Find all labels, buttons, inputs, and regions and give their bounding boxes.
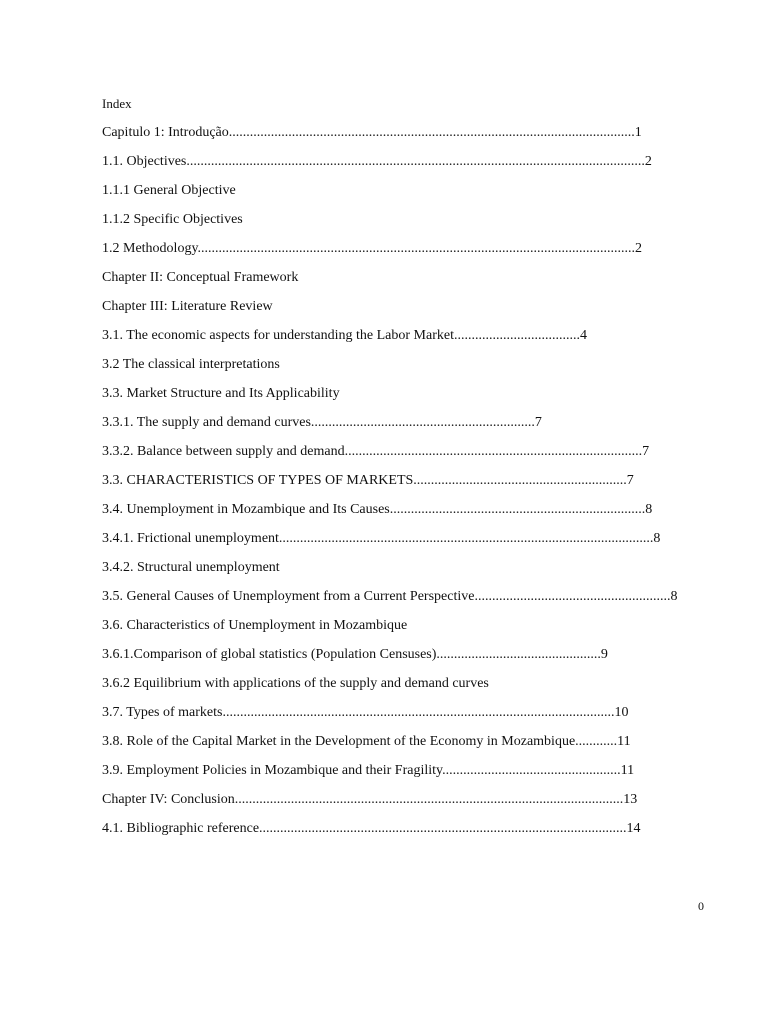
toc-entry: 3.4.1. Frictional unemployment...........................................................................................................8: [102, 531, 661, 546]
toc-entry: 3.3. Market Structure and Its Applicability: [102, 386, 340, 401]
toc-entry: Chapter IV: Conclusion...............................................................................................................13: [102, 792, 638, 807]
toc-entry: 3.4.2. Structural unemployment: [102, 560, 280, 575]
toc-entry: 3.3.1. The supply and demand curves................................................................7: [102, 415, 542, 430]
toc-entry: 3.3. CHARACTERISTICS OF TYPES OF MARKETS.............................................................7: [102, 473, 634, 488]
toc-entry: 3.6.2 Equilibrium with applications of the supply and demand curves: [102, 676, 489, 691]
toc-entry: 3.8. Role of the Capital Market in the Development of the Economy in Mozambique............11: [102, 734, 631, 749]
toc-entry: 3.2 The classical interpretations: [102, 357, 280, 372]
toc-entry: 3.6. Characteristics of Unemployment in Mozambique: [102, 618, 408, 633]
toc-entry: 4.1. Bibliographic reference.........................................................................................................14: [102, 821, 641, 836]
toc-entry: 1.1. Objectives...................................................................................................................................2: [102, 154, 652, 169]
toc-entry: 1.2 Methodology.............................................................................................................................2: [102, 241, 643, 256]
toc-entry: 1.1.2 Specific Objectives: [102, 212, 243, 227]
toc-entry: 3.9. Employment Policies in Mozambique and their Fragility...................................................11: [102, 763, 635, 778]
table-of-contents: [102, 123, 677, 848]
toc-entry: 3.7. Types of markets................................................................................................................10: [102, 705, 629, 720]
page-number: 0: [698, 899, 704, 913]
toc-entry: 3.3.2. Balance between supply and demand.....................................................................................7: [102, 444, 650, 459]
toc-entry: Chapter II: Conceptual Framework: [102, 270, 299, 285]
index-heading: Index: [102, 96, 132, 111]
toc-entry: 3.1. The economic aspects for understanding the Labor Market....................................4: [102, 328, 587, 343]
toc-entry: 3.6.1.Comparison of global statistics (Population Censuses)...............................................9: [102, 647, 608, 662]
toc-entry: Capitulo 1: Introdução....................................................................................................................1: [102, 125, 642, 140]
toc-entry: Chapter III: Literature Review: [102, 299, 273, 314]
toc-entry: 3.4. Unemployment in Mozambique and Its Causes.........................................................................8: [102, 502, 653, 517]
toc-entry: 1.1.1 General Objective: [102, 183, 236, 198]
toc-entry: 3.5. General Causes of Unemployment from a Current Perspective........................................................8: [102, 589, 678, 604]
